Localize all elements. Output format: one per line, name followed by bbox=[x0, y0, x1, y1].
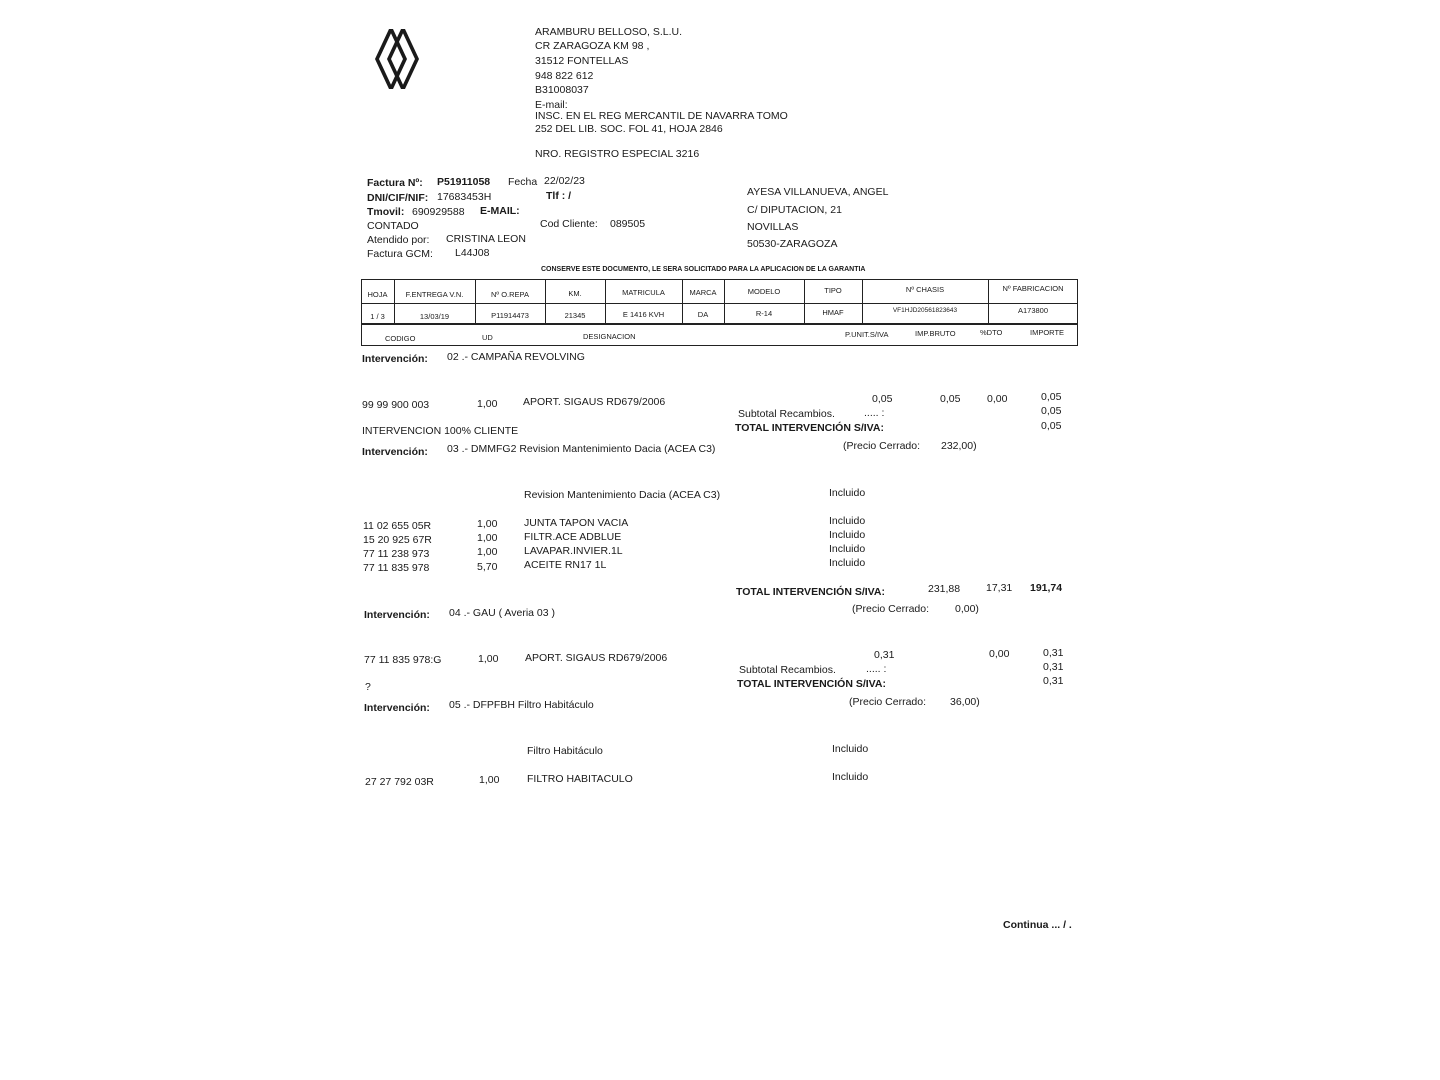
val-matricula: E 1416 KVH bbox=[622, 310, 665, 319]
line-code: 11 02 655 05R bbox=[363, 520, 432, 532]
intervention-header: 04 .- GAU ( Averia 03 ) bbox=[449, 607, 556, 619]
line-desc: FILTRO HABITACULO bbox=[527, 773, 633, 785]
company-special-registry: NRO. REGISTRO ESPECIAL 3216 bbox=[535, 148, 700, 160]
hdr-dto: %DTO bbox=[980, 328, 1003, 337]
hdr-impbruto: IMP.BRUTO bbox=[915, 329, 956, 338]
line-included: Incluido bbox=[829, 515, 866, 527]
val-marca: DA bbox=[697, 310, 709, 319]
company-email-label: E-mail: bbox=[535, 99, 568, 111]
precio-cerrado-value: 36,00) bbox=[950, 696, 980, 708]
service-included: Incluido bbox=[832, 743, 869, 755]
val-km: 21345 bbox=[564, 311, 586, 320]
line-bruto: 0,05 bbox=[940, 393, 961, 405]
atendido-label: Atendido por: bbox=[367, 234, 430, 246]
subtotal-label: Subtotal Recambios. bbox=[738, 408, 835, 420]
fecha-label: Fecha bbox=[508, 176, 538, 188]
service-name: Filtro Habitáculo bbox=[527, 745, 603, 757]
line-desc: JUNTA TAPON VACIA bbox=[524, 517, 629, 529]
val-modelo: R-14 bbox=[755, 309, 773, 318]
precio-cerrado-value: 0,00) bbox=[955, 603, 979, 615]
col-tipo: TIPO bbox=[824, 286, 842, 295]
service-included: Incluido bbox=[829, 487, 866, 499]
col-marca: MARCA bbox=[689, 288, 717, 297]
customer-street: C/ DIPUTACION, 21 bbox=[747, 204, 842, 216]
dni-value: 17683453H bbox=[437, 191, 492, 203]
subtotal-value: 0,31 bbox=[1043, 661, 1064, 673]
line-qty: 1,00 bbox=[477, 532, 498, 544]
cod-cliente-label: Cod Cliente: bbox=[540, 218, 598, 230]
total-importe: 191,74 bbox=[1030, 582, 1063, 594]
hdr-ud: UD bbox=[482, 333, 493, 342]
col-fentrega: F.ENTREGA V.N. bbox=[405, 290, 464, 299]
line-desc: APORT. SIGAUS RD679/2006 bbox=[525, 652, 668, 664]
line-code: 77 11 835 978:G bbox=[364, 654, 442, 666]
val-hoja: 1 / 3 bbox=[370, 312, 385, 321]
fecha-value: 22/02/23 bbox=[544, 175, 585, 187]
intervention-note: ? bbox=[365, 681, 371, 693]
line-included: Incluido bbox=[829, 529, 866, 541]
gcm-label: Factura GCM: bbox=[367, 248, 433, 260]
tlf-label: Tlf : / bbox=[546, 190, 572, 202]
company-registry2: 252 DEL LIB. SOC. FOL 41, HOJA 2846 bbox=[535, 123, 723, 135]
total-label: TOTAL INTERVENCIÓN S/IVA: bbox=[737, 678, 886, 690]
val-fabricacion: A173800 bbox=[1017, 306, 1049, 315]
atendido-value: CRISTINA LEON bbox=[446, 233, 526, 245]
intervention-header: 02 .- CAMPAÑA REVOLVING bbox=[447, 351, 585, 363]
company-registry1: INSC. EN EL REG MERCANTIL DE NAVARRA TOMO bbox=[535, 110, 788, 122]
intervencion-label: Intervención: bbox=[364, 609, 430, 621]
col-fabricacion: Nº FABRICACION bbox=[1002, 284, 1064, 293]
customer-city: 50530-ZARAGOZA bbox=[747, 238, 838, 250]
factura-label: Factura Nº: bbox=[367, 177, 423, 189]
col-km: KM. bbox=[568, 289, 582, 298]
intervencion-label: Intervención: bbox=[362, 353, 428, 365]
intervencion-label: Intervención: bbox=[362, 446, 428, 458]
total-dto: 17,31 bbox=[986, 582, 1013, 594]
hdr-importe: IMPORTE bbox=[1030, 328, 1065, 337]
factura-number: P51911058 bbox=[437, 176, 491, 188]
intervention-header: 03 .- DMMFG2 Revision Mantenimiento Dacia (ACEA C3) bbox=[447, 443, 716, 455]
line-desc: ACEITE RN17 1L bbox=[524, 559, 607, 571]
line-code: 27 27 792 03R bbox=[365, 776, 434, 788]
tmovil-label: Tmovil: bbox=[367, 206, 405, 218]
col-hoja: HOJA bbox=[367, 290, 388, 299]
dni-label: DNI/CIF/NIF: bbox=[367, 192, 429, 204]
precio-cerrado-label: (Precio Cerrado: bbox=[852, 603, 930, 615]
intervencion-label: Intervención: bbox=[364, 702, 430, 714]
line-code: 99 99 900 003 bbox=[362, 399, 430, 411]
company-code: B31008037 bbox=[535, 84, 589, 96]
val-chasis: VF1HJD20561823643 bbox=[892, 307, 958, 314]
precio-cerrado-value: 232,00) bbox=[941, 440, 977, 452]
line-unit: 0,05 bbox=[872, 393, 893, 405]
line-code: 77 11 238 973 bbox=[363, 548, 430, 560]
total-bruto: 231,88 bbox=[928, 583, 961, 595]
line-importe: 0,31 bbox=[1043, 647, 1064, 659]
line-desc: LAVAPAR.INVIER.1L bbox=[524, 545, 623, 557]
line-included: Incluido bbox=[832, 771, 869, 783]
email-label: E-MAIL: bbox=[480, 205, 520, 217]
renault-logo-icon bbox=[372, 27, 422, 91]
line-qty: 1,00 bbox=[477, 398, 498, 410]
total-label: TOTAL INTERVENCIÓN S/IVA: bbox=[735, 422, 884, 434]
col-chasis: Nº CHASIS bbox=[905, 285, 945, 294]
company-address1: CR ZARAGOZA KM 98 , bbox=[535, 40, 650, 52]
company-phone: 948 822 612 bbox=[535, 70, 594, 82]
subtotal-dots: ..... : bbox=[866, 663, 887, 675]
line-desc: APORT. SIGAUS RD679/2006 bbox=[523, 396, 666, 408]
subtotal-dots: ..... : bbox=[864, 407, 885, 419]
col-orepa: Nº O.REPA bbox=[490, 290, 530, 299]
intervention-header: 05 .- DFPFBH Filtro Habitáculo bbox=[449, 699, 594, 711]
line-included: Incluido bbox=[829, 543, 866, 555]
subtotal-label: Subtotal Recambios. bbox=[739, 664, 836, 676]
subtotal-value: 0,05 bbox=[1041, 405, 1062, 417]
total-label: TOTAL INTERVENCIÓN S/IVA: bbox=[736, 586, 885, 598]
total-value: 0,05 bbox=[1041, 420, 1062, 432]
warranty-notice: CONSERVE ESTE DOCUMENTO, LE SERA SOLICITADO PARA LA APLICACION DE LA GARANTIA bbox=[541, 266, 866, 273]
hdr-codigo: CODIGO bbox=[385, 334, 416, 343]
precio-cerrado-label: (Precio Cerrado: bbox=[849, 696, 927, 708]
line-qty: 1,00 bbox=[477, 546, 498, 558]
customer-town: NOVILLAS bbox=[747, 221, 799, 233]
val-tipo: HMAF bbox=[822, 308, 844, 317]
line-desc: FILTR.ACE ADBLUE bbox=[524, 531, 622, 543]
intervention-note: INTERVENCION 100% CLIENTE bbox=[362, 425, 519, 437]
line-qty: 5,70 bbox=[477, 561, 498, 573]
company-name: ARAMBURU BELLOSO, S.L.U. bbox=[535, 26, 683, 38]
cod-cliente-value: 089505 bbox=[610, 218, 646, 230]
precio-cerrado-label: (Precio Cerrado: bbox=[843, 440, 921, 452]
val-fentrega: 13/03/19 bbox=[419, 312, 450, 321]
line-unit: 0,31 bbox=[874, 649, 895, 661]
line-included: Incluido bbox=[829, 557, 866, 569]
payment-method: CONTADO bbox=[367, 220, 419, 232]
hdr-punit: P.UNIT.S/IVA bbox=[845, 330, 889, 339]
col-modelo: MODELO bbox=[747, 287, 781, 296]
service-name: Revision Mantenimiento Dacia (ACEA C3) bbox=[524, 489, 721, 501]
company-address2: 31512 FONTELLAS bbox=[535, 55, 629, 67]
total-value: 0,31 bbox=[1043, 675, 1064, 687]
tmovil-value: 690929588 bbox=[412, 206, 465, 218]
customer-name: AYESA VILLANUEVA, ANGEL bbox=[747, 186, 889, 198]
hdr-designacion: DESIGNACION bbox=[583, 332, 636, 341]
line-importe: 0,05 bbox=[1041, 391, 1062, 403]
val-orepa: P11914473 bbox=[491, 311, 529, 320]
gcm-value: L44J08 bbox=[455, 247, 490, 259]
line-qty: 1,00 bbox=[478, 653, 499, 665]
line-qty: 1,00 bbox=[479, 774, 500, 786]
line-qty: 1,00 bbox=[477, 518, 498, 530]
continua-label: Continua ... / . bbox=[1003, 919, 1072, 931]
col-matricula: MATRICULA bbox=[622, 288, 665, 297]
line-dto: 0,00 bbox=[987, 393, 1008, 405]
line-code: 15 20 925 67R bbox=[363, 534, 432, 546]
line-dto: 0,00 bbox=[989, 648, 1010, 660]
line-code: 77 11 835 978 bbox=[363, 562, 430, 574]
